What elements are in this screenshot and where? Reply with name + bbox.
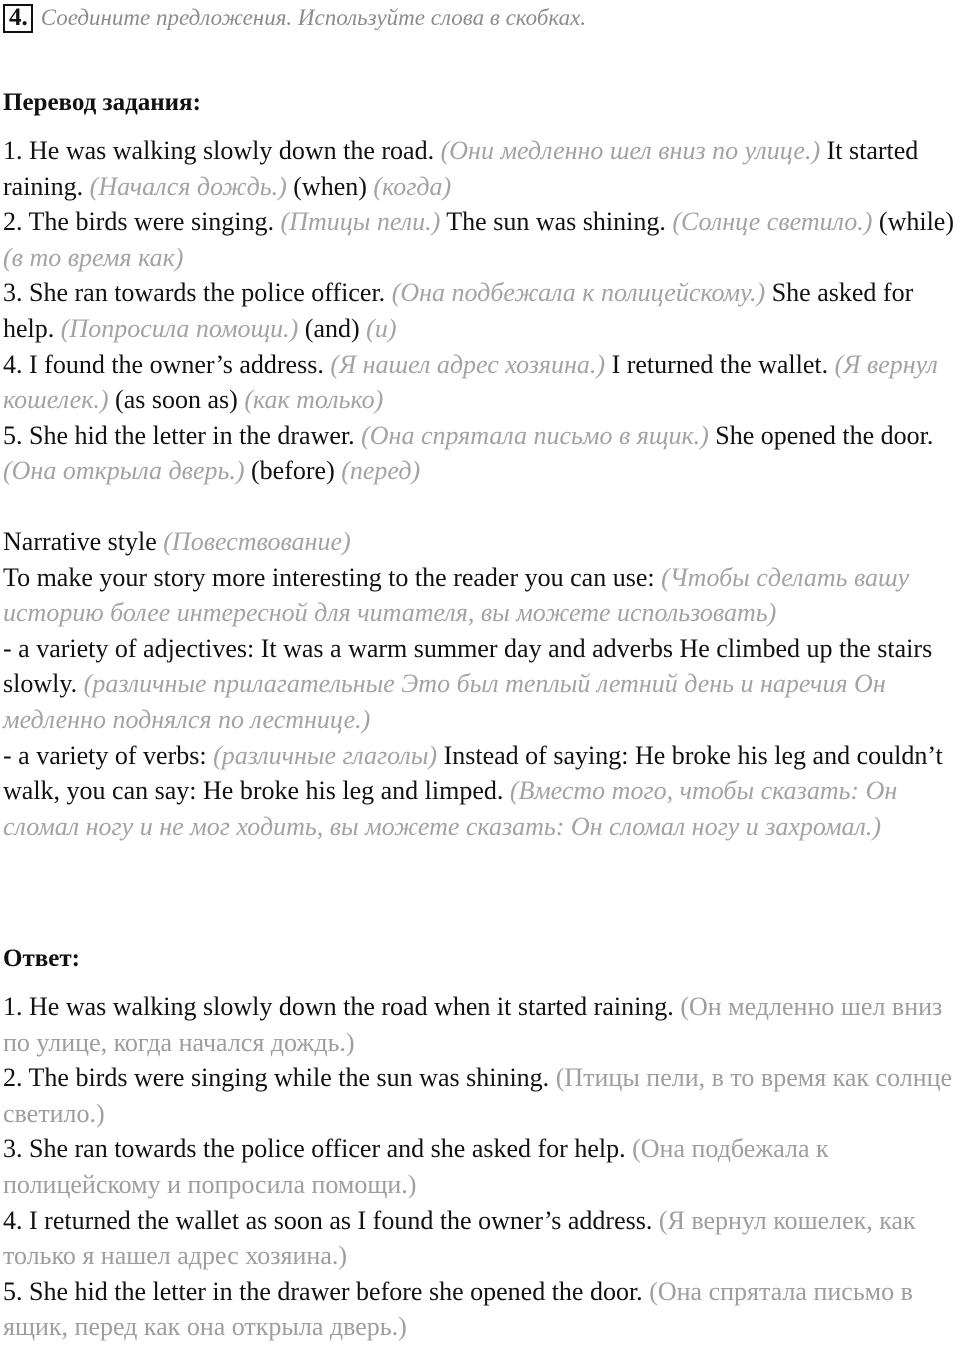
list-item (3, 347, 960, 418)
sentence-text: 5. She hid the letter in the drawer. (3, 420, 362, 450)
list-item (3, 560, 960, 631)
translation-text: (когда) (373, 171, 452, 201)
sentence-text: (while) (872, 207, 955, 237)
sentence-text: (when) (286, 171, 374, 201)
translation-text: (различные прилагательные Это был теплый летний день и наречия Он медленно поднялся по лестнице.) (3, 669, 886, 734)
list-item (3, 275, 960, 346)
translation-text: (Она подбежала к полицейскому и попросила помощи.) (3, 1134, 829, 1199)
translation-text: (Она открыла дверь.) (3, 456, 245, 486)
sentence-text: 3. She ran towards the police officer and she asked for help. (3, 1134, 633, 1164)
sentence-text: 4. I returned the wallet as soon as I found the owner’s address. (3, 1205, 659, 1235)
translation-text: (в то время как) (3, 242, 184, 272)
sentence-text: - a variety of verbs: (3, 740, 214, 770)
translation-text: (Начался дождь.) (89, 171, 287, 201)
list-item (3, 1060, 960, 1131)
task-number: 4. (3, 4, 33, 33)
translation-text: (Птицы пели.) (280, 207, 441, 237)
sentence-text: It started raining. (3, 136, 919, 201)
answer-heading: Ответ: (3, 945, 80, 972)
sentence-text: 3. She ran towards the police officer. (3, 278, 392, 308)
sentence-text: - a variety of adjectives: It was a warm summer day and adverbs He climbed up the stairs slowly. (3, 633, 933, 699)
list-item (3, 1274, 960, 1345)
translation-text: (Солнце светило.) (672, 207, 873, 237)
sentence-text: 5. She hid the letter in the drawer before she opened the door. (3, 1276, 650, 1306)
translation-text: (Вместо того, чтобы сказать: Он сломал ногу и не мог ходить, вы можете сказать: Он сломал ногу и захромал.) (3, 776, 898, 841)
task-header (3, 4, 586, 36)
list-item (3, 524, 960, 560)
list-item (3, 989, 960, 1060)
sentence-text: Narrative style (3, 527, 164, 556)
list-item (3, 418, 960, 489)
sentence-text: (and) (298, 313, 367, 343)
translation-text: (различные глаголы) (213, 740, 438, 770)
list-item (3, 631, 960, 738)
translation-text: (Повествование) (163, 527, 351, 556)
task-instruction: Соедините предложения. Используйте слова в скобках. (40, 5, 587, 30)
translation-text: (перед) (341, 456, 421, 486)
sentence-text: I returned the wallet. (605, 349, 835, 379)
sentence-text: She opened the door. (708, 420, 934, 450)
translation-text: (Чтобы сделать вашу историю более интересной для читателя, вы можете использовать) (3, 562, 910, 628)
sentence-text: To make your story more interesting to the reader you can use: (3, 562, 662, 592)
sentence-text: 2. The birds were singing. (3, 207, 281, 237)
list-item (3, 133, 960, 204)
sentence-text: 1. He was walking slowly down the road. (3, 136, 441, 165)
narrative-section (3, 524, 960, 844)
translation-heading: Перевод задания: (3, 89, 201, 116)
sentence-text: 4. I found the owner’s address. (3, 349, 331, 379)
translation-text: (Попросила помощи.) (60, 313, 299, 343)
translation-text: (как только) (244, 385, 384, 415)
translation-list (3, 133, 960, 489)
translation-text: (и) (366, 313, 397, 343)
translation-text: (Я вернул кошелек, как только я нашел адрес хозяина.) (3, 1205, 916, 1271)
answer-list (3, 989, 960, 1345)
sentence-text: 2. The birds were singing while the sun was shining. (3, 1063, 556, 1093)
sentence-text: The sun was shining. (440, 207, 673, 237)
translation-text: (Они медленно шел вниз по улице.) (440, 136, 821, 165)
translation-text: (Птицы пели, в то время как солнце светило.) (3, 1063, 953, 1128)
translation-text: (Она спрятала письмо в ящик.) (361, 420, 709, 450)
translation-text: (Она подбежала к полицейскому.) (391, 278, 766, 308)
translation-text: (Она спрятала письмо в ящик, перед как она открыла дверь.) (3, 1276, 913, 1342)
list-item (3, 1131, 960, 1202)
translation-text: (Я вернул кошелек.) (3, 349, 938, 415)
list-item (3, 204, 960, 275)
sentence-text: 1. He was walking slowly down the road when it started raining. (3, 992, 681, 1021)
sentence-text: Instead of saying: He broke his leg and couldn’t walk, you can say: He broke his leg and limped. (3, 740, 943, 806)
list-item (3, 738, 960, 845)
sentence-text: (before) (244, 456, 342, 486)
list-item (3, 1203, 960, 1274)
translation-text: (Я нашел адрес хозяина.) (330, 349, 606, 379)
sentence-text: She asked for help. (3, 278, 914, 343)
translation-text: (Он медленно шел вниз по улице, когда начался дождь.) (3, 992, 943, 1057)
sentence-text: (as soon as) (108, 385, 245, 415)
